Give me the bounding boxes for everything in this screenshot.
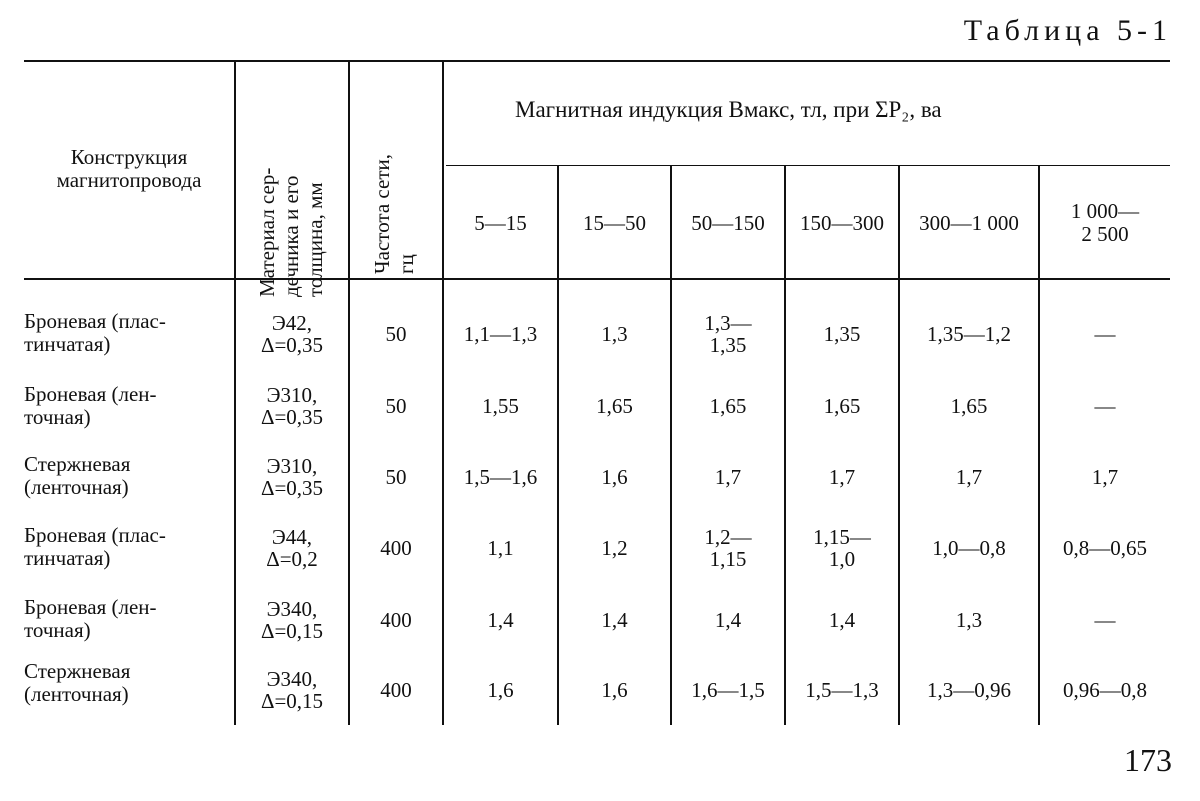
- induction-subheader-rule: [446, 165, 1170, 166]
- table-cell: 1,6: [601, 465, 628, 489]
- table-cell: 1,65: [596, 394, 633, 418]
- table-cell: —: [1094, 394, 1116, 418]
- table-cell: 1,6: [487, 678, 514, 702]
- table-cell: 0,8—0,65: [1063, 536, 1147, 560]
- row-material: Э340, Δ=0,15: [260, 597, 324, 643]
- table-cell: 1,3—0,96: [927, 678, 1011, 702]
- table-cell: 1,15— 1,0: [813, 525, 871, 571]
- table-cell: 1,6: [601, 678, 628, 702]
- table-cell: 1,35: [823, 322, 861, 346]
- header-power-range: 300—1 000: [919, 210, 1019, 235]
- table-cell: 1,55: [482, 394, 519, 418]
- table-cell: 1,3: [955, 608, 983, 632]
- row-frequency: 50: [385, 394, 407, 418]
- table-cell: 1,5—1,3: [805, 678, 879, 702]
- row-frequency: 50: [385, 465, 407, 489]
- row-frequency: 400: [380, 608, 412, 632]
- table-cell: 1,4: [487, 608, 514, 632]
- table-top-rule: [24, 60, 1170, 62]
- row-construction: Броневая (плас- тинчатая): [24, 309, 166, 356]
- page-number: 173: [1124, 742, 1172, 778]
- table-cell: 1,7: [828, 465, 856, 489]
- table-cell: 1,4: [601, 608, 628, 632]
- table-cell: 1,0—0,8: [932, 536, 1006, 560]
- row-construction: Броневая (плас- тинчатая): [24, 523, 166, 570]
- header-frequency: Частота сети, гц: [370, 154, 418, 274]
- table-cell: 1,7: [955, 465, 983, 489]
- table-cell: 0,96—0,8: [1063, 678, 1147, 702]
- table-cell: 1,1—1,3: [463, 322, 538, 346]
- table-cell: 1,7: [1091, 465, 1119, 489]
- header-power-range: 5—15: [474, 210, 527, 235]
- row-material: Э310, Δ=0,35: [260, 383, 324, 429]
- header-material: Материал сер- дечника и его толщина, мм: [255, 167, 327, 297]
- row-construction: Броневая (лен- точная): [24, 382, 157, 429]
- header-induction: Магнитная индукция Bмакс, тл, при ΣP₂, ва: [515, 97, 942, 122]
- row-construction: Броневая (лен- точная): [24, 595, 157, 642]
- header-power-range: 150—300: [800, 210, 884, 235]
- row-material: Э340, Δ=0,15: [260, 667, 324, 713]
- table-cell: —: [1094, 608, 1116, 632]
- table-cell: —: [1094, 322, 1116, 346]
- table-cell: 1,3: [601, 322, 628, 346]
- table-header-bottom-rule: [24, 278, 1170, 280]
- row-frequency: 400: [380, 678, 412, 702]
- row-material: Э44, Δ=0,2: [266, 525, 318, 571]
- header-power-range: 50—150: [691, 210, 765, 235]
- row-frequency: 50: [385, 322, 407, 346]
- row-construction: Стержневая (ленточная): [24, 659, 131, 706]
- table-cell: 1,4: [828, 608, 856, 632]
- table-cell: 1,5—1,6: [463, 465, 538, 489]
- table-cell: 1,65: [709, 394, 747, 418]
- header-power-range: 15—50: [583, 210, 646, 235]
- header-construction: Конструкция магнитопровода: [56, 145, 202, 192]
- table-cell: 1,2— 1,15: [704, 525, 752, 571]
- table-cell: 1,6—1,5: [691, 678, 765, 702]
- table-cell: 1,65: [950, 394, 988, 418]
- row-construction: Стержневая (ленточная): [24, 452, 131, 499]
- table-cell: 1,7: [714, 465, 742, 489]
- table-cell: 1,4: [714, 608, 742, 632]
- row-material: Э42, Δ=0,35: [260, 311, 324, 357]
- row-frequency: 400: [380, 536, 412, 560]
- table-cell: 1,65: [823, 394, 861, 418]
- header-power-range: 1 000— 2 500: [1070, 199, 1140, 246]
- table-cell: 1,1: [487, 536, 514, 560]
- table-cell: 1,35—1,2: [927, 322, 1011, 346]
- row-material: Э310, Δ=0,35: [260, 454, 324, 500]
- table-title: Таблица 5-1: [963, 14, 1172, 47]
- table-cell: 1,3— 1,35: [704, 311, 752, 357]
- table-cell: 1,2: [601, 536, 628, 560]
